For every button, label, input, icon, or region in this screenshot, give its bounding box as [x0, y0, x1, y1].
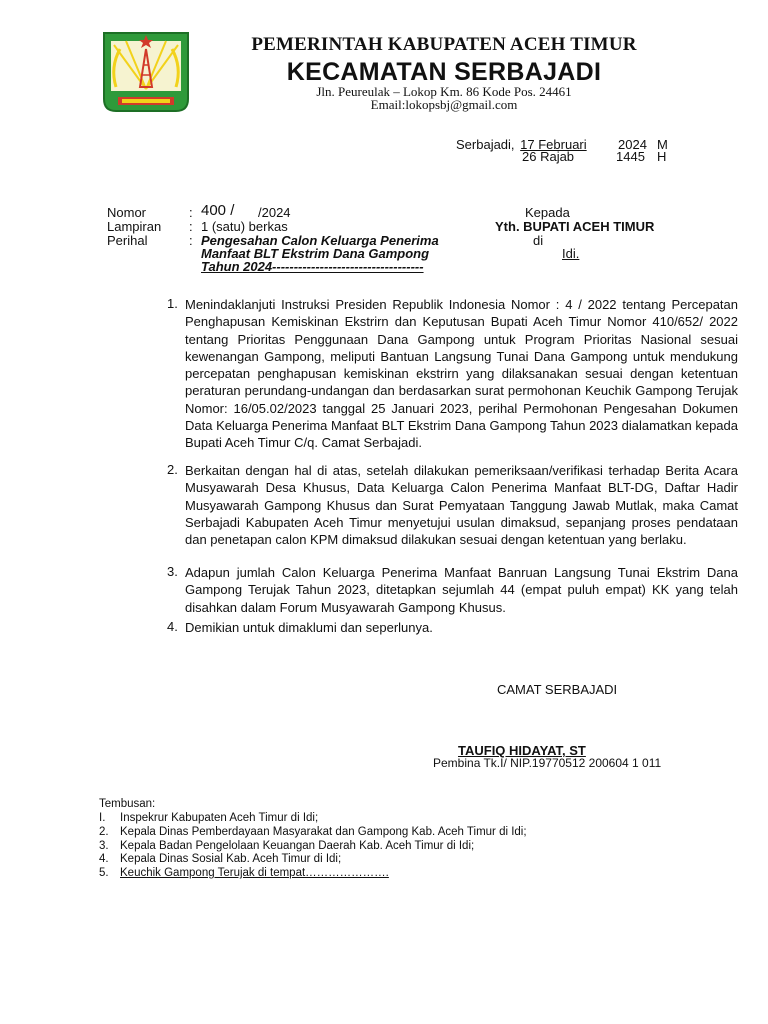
- tembusan-item-text: Kepala Dinas Sosial Kab. Aceh Timur di Idi;: [120, 853, 342, 865]
- signature-rank: Pembina Tk.I/ NIP.19770512 200604 1 011: [433, 756, 662, 770]
- perihal-line2: Manfaat BLT Ekstrim Dana Gampong: [201, 246, 430, 261]
- recipient-yth: Yth. BUPATI ACEH TIMUR: [495, 219, 655, 234]
- tembusan-item-num: 3.: [99, 840, 109, 852]
- tembusan-item: [99, 840, 474, 852]
- nomor-value: 400 /: [201, 202, 235, 219]
- date-masehi-year: 2024: [618, 137, 647, 152]
- date-place: Serbajadi,: [456, 137, 515, 152]
- org-name-district: KECAMATAN SERBAJADI: [286, 58, 602, 86]
- nomor-colon: :: [189, 205, 193, 220]
- body-item-2-text: Berkaitan dengan hal di atas, setelah dilakukan pemeriksaan/verifikasi terhadap Berita Acara Musyawarah Desa Khusus, Data Keluarga Calon Penerima Manfaat BLT-DG, Daftar Hadir Musyawarah Gampong Khusus dan Surat Pemyataan Tanggung Jawab Mutlak, maka Camat Serbajadi Kabupaten Aceh Timur menyetujui usulan dimaksud, sepanjang proses pendataan dan penetapan calon KPM dimaksud dilakukan sesuai dengan ketentuan yang berlaku.: [185, 463, 738, 548]
- tembusan-item-text: Kepala Badan Pengelolaan Keuangan Daerah Kab. Aceh Timur di Idi;: [120, 840, 475, 852]
- date-hijri-suffix: H: [657, 149, 667, 164]
- nomor-label: Nomor: [107, 205, 147, 220]
- lampiran-label: Lampiran: [107, 219, 162, 234]
- org-address: Jln. Peureulak – Lokop Km. 86 Kode Pos. 24461: [316, 84, 572, 99]
- tembusan-item: [99, 812, 318, 824]
- signature-title: CAMAT SERBAJADI: [497, 682, 618, 697]
- body-item-3-text: Adapun jumlah Calon Keluarga Penerima Manfaat Banruan Langsung Tunai Ekstrim Dana Gampong Terujak Tahun 2023, ditetapkan sejumlah 44 (empat puluh empat) KK yang telah disahkan dalam Forum Musyawarah Gampong Khusus.: [185, 565, 738, 615]
- body-item-2-num: 2.: [167, 462, 178, 477]
- tembusan-item-num: I.: [99, 812, 106, 824]
- tembusan-title: Tembusan:: [99, 798, 156, 810]
- body-item-1-num: 1.: [167, 296, 178, 311]
- signature-name: TAUFIQ HIDAYAT, ST: [458, 743, 586, 758]
- perihal-label: Perihal: [107, 233, 148, 248]
- tembusan-item-text: Keuchik Gampong Terujak di tempat………………….: [120, 867, 389, 879]
- tembusan-item: [99, 867, 389, 879]
- org-name-regency: PEMERINTAH KABUPATEN ACEH TIMUR: [251, 34, 637, 55]
- date-masehi-suffix: M: [657, 137, 668, 152]
- nomor-year: /2024: [258, 205, 291, 220]
- lampiran-colon: :: [189, 219, 193, 234]
- tembusan-item: [99, 853, 341, 865]
- perihal-colon: :: [189, 233, 193, 248]
- perihal-line3: Tahun 2024-----------------------------------: [201, 259, 424, 274]
- org-email: Email:lokopsbj@gmail.com: [370, 97, 518, 112]
- body-item-4-text: Demikian untuk dimaklumi dan seperlunya.: [185, 620, 433, 635]
- body-item-4-num: 4.: [167, 619, 178, 634]
- tembusan-item-text: Kepala Dinas Pemberdayaan Masyarakat dan Gampong Kab. Aceh Timur di Idi;: [120, 826, 527, 838]
- date-hijri-daymonth: 26 Rajab: [522, 149, 575, 164]
- regency-logo: [96, 27, 196, 117]
- lampiran-value: 1 (satu) berkas: [201, 219, 288, 234]
- tembusan-item-text: Inspekrur Kabupaten Aceh Timur di Idi;: [120, 812, 319, 824]
- date-masehi-daymonth: 17 Februari: [520, 137, 587, 152]
- tembusan-item-num: 4.: [99, 853, 109, 865]
- date-hijri-year: 1445: [616, 149, 645, 164]
- recipient-di: di: [533, 233, 544, 248]
- recipient-place: Idi.: [562, 246, 580, 261]
- tembusan-item-num: 2.: [99, 826, 109, 838]
- perihal-line1: Pengesahan Calon Keluarga Penerima: [201, 233, 439, 248]
- body-item-3-num: 3.: [167, 564, 178, 579]
- tembusan-item-num: 5.: [99, 867, 109, 879]
- body-item-1-text: Menindaklanjuti Instruksi Presiden Republik Indonesia Nomor : 4 / 2022 tentang Percepatan Penghapusan Kemiskinan Ekstrirn dan Keputusan Bupati Aceh Timur Nomor 410/652/ 2022 tentang Prioritas Penggunaan Dana Gampong untuk Program Prioritas Nasional sesuai kewenangan Gampong, meliputi Bantuan Langsung Tunai Dana Gampong untuk mendukung percepatan penghapusan kemiskinan ekstrirn yang dilaksanakan sesuai dengan ketentuan peraturan perundang-undangan dan berdasarkan surat permohonan Keuchik Gampong Terujak Nomor: 16/05.02/2023 tanggal 25 Januari 2023, perihal Permohonan Pengesahan Dokumen Data Keluarga Penerima Manfaat BLT Ekstrim Dana Gampong Tahun 2023 dialamatkan kepada Bupati Aceh Timur C/q. Camat Serbajadi.: [185, 297, 738, 451]
- recipient-kepada: Kepada: [525, 205, 570, 220]
- tembusan-item: [99, 826, 527, 838]
